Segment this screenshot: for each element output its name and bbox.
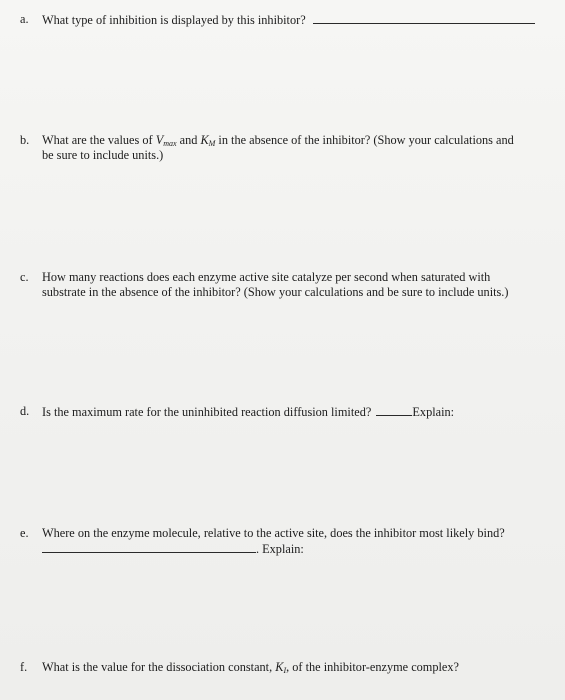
vmax-sub: max — [163, 139, 177, 148]
question-a-text — [42, 12, 535, 28]
question-f-text-post: , of the inhibitor-enzyme complex? — [286, 660, 460, 674]
answer-blank-d[interactable] — [376, 404, 412, 416]
question-b-line2: be sure to include units.) — [42, 148, 164, 162]
question-b-text-pre: What are the values of — [42, 133, 156, 147]
question-a-letter: a. — [20, 12, 29, 26]
question-f — [20, 660, 560, 676]
question-d-letter: d. — [20, 404, 30, 418]
question-b-text-mid: and — [176, 133, 201, 147]
question-a — [20, 12, 560, 28]
question-e-line2 — [42, 541, 304, 557]
km-var: K — [200, 133, 209, 147]
question-a-prompt: What type of inhibition is displayed by this inhibitor? — [42, 13, 306, 27]
question-d — [20, 404, 560, 420]
km-symbol — [200, 133, 215, 147]
question-e-letter: e. — [20, 526, 29, 540]
question-c-line1: How many reactions does each enzyme active site catalyze per second when saturated with — [42, 270, 491, 284]
question-f-line — [42, 660, 459, 678]
question-d-prompt: Is the maximum rate for the uninhibited reaction diffusion limited? — [42, 405, 372, 419]
answer-blank-a[interactable] — [313, 12, 535, 24]
answer-blank-e[interactable] — [42, 541, 256, 553]
vmax-var: V — [155, 133, 164, 147]
ki-sub: I — [283, 666, 287, 675]
question-c — [20, 270, 560, 302]
question-c-letter: c. — [20, 270, 29, 284]
ki-var: K — [275, 660, 284, 674]
question-d-line — [42, 404, 454, 420]
question-c-line2: substrate in the absence of the inhibitor? (Show your calculations and be sure to include units.) — [42, 285, 509, 299]
km-sub: M — [208, 139, 216, 148]
question-e — [20, 526, 560, 558]
question-e-line1: Where on the enzyme molecule, relative to the active site, does the inhibitor most likely bind? — [42, 526, 505, 540]
question-f-text-pre: What is the value for the dissociation constant, — [42, 660, 276, 674]
question-b-text-post: in the absence of the inhibitor? (Show your calculations and — [215, 133, 514, 147]
question-b-letter: b. — [20, 133, 30, 147]
vmax-symbol — [156, 133, 177, 147]
question-e-explain: . Explain: — [256, 542, 304, 556]
ki-symbol — [275, 660, 286, 674]
question-b — [20, 133, 560, 165]
question-d-explain: Explain: — [412, 405, 455, 419]
question-f-letter: f. — [20, 660, 28, 674]
